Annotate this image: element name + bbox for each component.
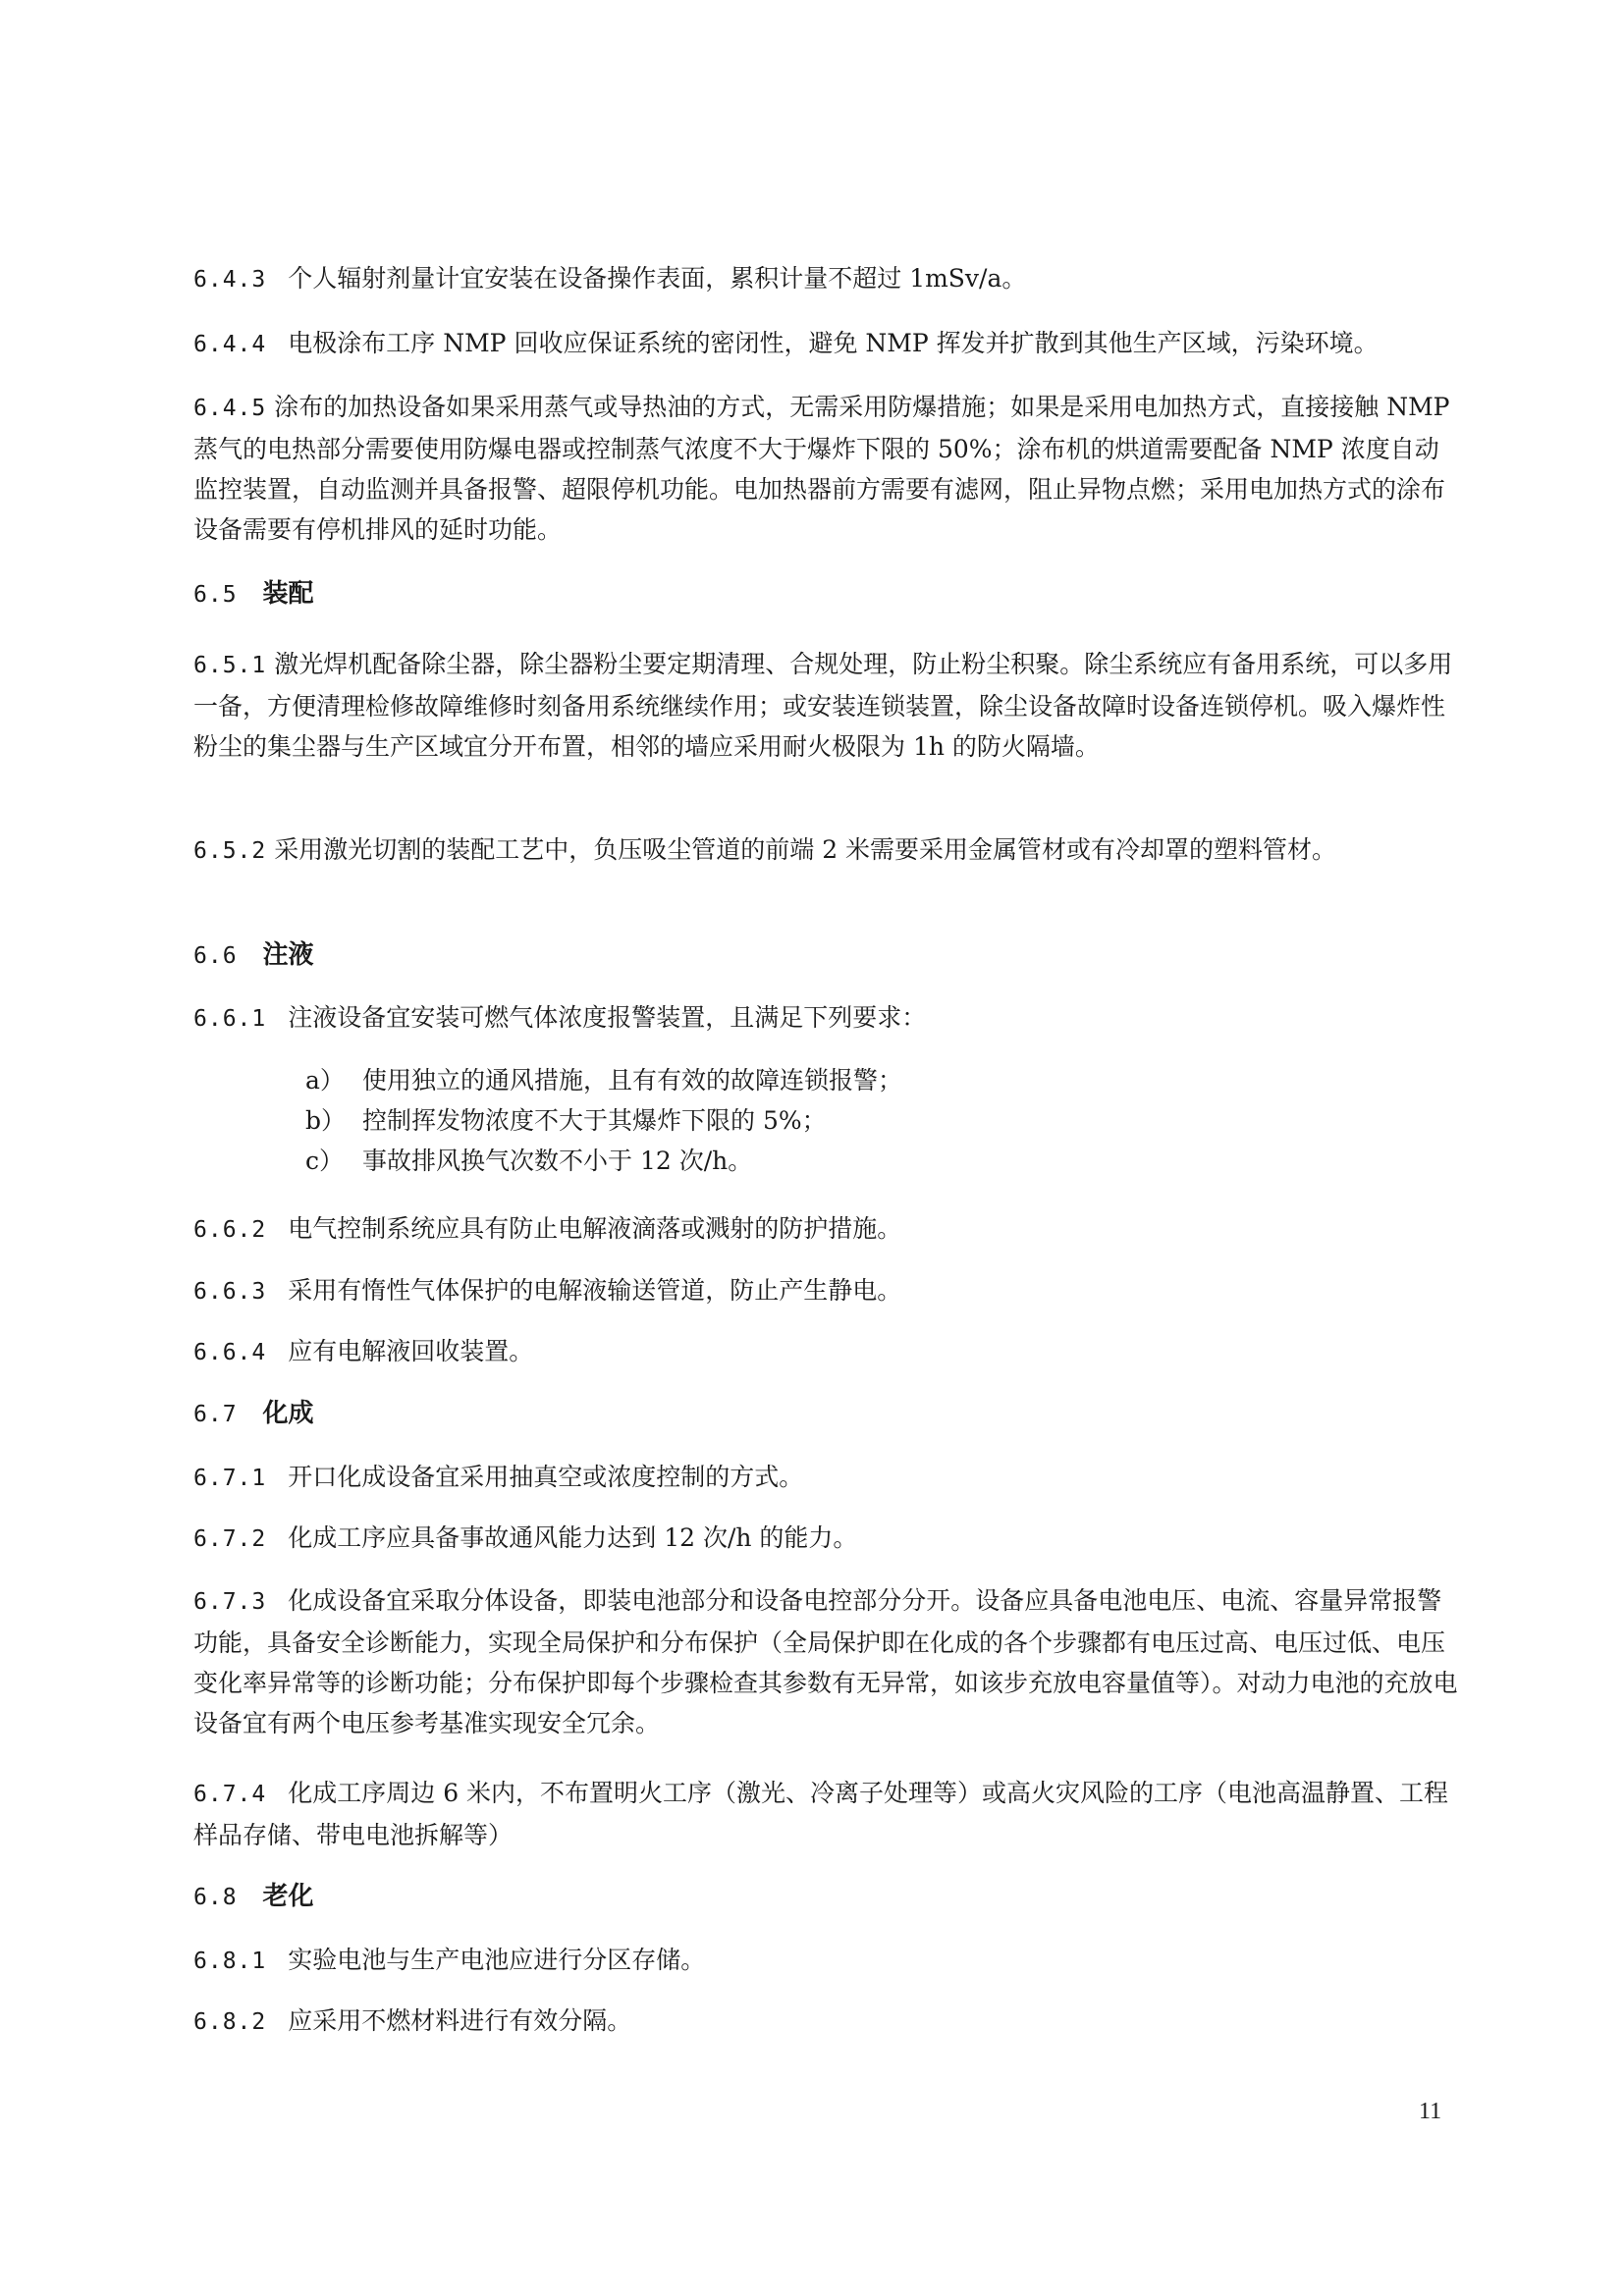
clause-number: 6.7.1	[193, 1466, 267, 1491]
clause-6-7-2	[193, 1518, 1460, 1560]
list-text: 事故排风换气次数不小于 12 次/h。	[362, 1147, 753, 1175]
section-heading-6-6	[193, 935, 1460, 977]
clause-text: 采用有惰性气体保护的电解液输送管道，防止产生静电。	[288, 1276, 902, 1305]
clause-text: 电气控制系统应具有防止电解液滴落或溅射的防护措施。	[288, 1214, 902, 1243]
list-item-b	[305, 1100, 827, 1141]
clause-6-7-4	[193, 1773, 1460, 1855]
clause-text: 电极涂布工序 NMP 回收应保证系统的密闭性，避免 NMP 挥发并扩散到其他生产区域，污染环境。	[288, 329, 1379, 357]
clause-text: 应有电解液回收装置。	[288, 1337, 534, 1365]
clause-6-4-3	[193, 258, 1460, 300]
clause-number: 6.7.2	[193, 1526, 267, 1552]
section-number: 6.6	[193, 943, 238, 969]
clause-6-7-1	[193, 1457, 1460, 1499]
section-heading-6-7	[193, 1394, 1460, 1435]
clause-6-6-2	[193, 1208, 1460, 1251]
clause-text: 化成工序应具备事故通风能力达到 12 次/h 的能力。	[288, 1523, 858, 1552]
clause-text: 采用激光切割的装配工艺中，负压吸尘管道的前端 2 米需要采用金属管材或有冷却罩的塑料管材。	[274, 835, 1337, 864]
clause-number: 6.8.2	[193, 2009, 267, 2035]
section-number: 6.5	[193, 582, 238, 608]
clause-6-6-4	[193, 1331, 1460, 1373]
list-marker: c）	[305, 1147, 345, 1175]
section-number: 6.8	[193, 1885, 238, 1910]
section-title: 注液	[262, 940, 314, 970]
clause-6-8-2	[193, 2001, 1460, 2043]
clause-text: 化成设备宜采取分体设备，即装电池部分和设备电控部分分开。设备应具备电池电压、电流、容量异常报警功能，具备安全诊断能力，实现全局保护和分布保护（全局保护即在化成的各个步骤都有电压过高、电压过低、电压变化率异常等的诊断功能；分布保护即每个步骤检查其参数有无异常，如该步充放电容量值等）。对动力电池的充放电设备宜有两个电压参考基准实现安全冗余。	[193, 1586, 1458, 1737]
clause-number: 6.8.1	[193, 1949, 267, 1974]
clause-number: 6.6.3	[193, 1279, 267, 1305]
clause-6-4-5	[193, 387, 1460, 550]
list-item-a	[305, 1060, 902, 1100]
clause-number: 6.4.3	[193, 267, 267, 293]
clause-number: 6.4.5	[193, 396, 267, 421]
clause-number: 6.4.4	[193, 332, 267, 357]
clause-number: 6.5.1	[193, 653, 267, 678]
clause-6-5-2	[193, 829, 1460, 872]
clause-6-4-4	[193, 323, 1460, 365]
section-title: 装配	[262, 579, 314, 609]
clause-number: 6.6.2	[193, 1217, 267, 1243]
section-title: 老化	[262, 1882, 314, 1911]
section-title: 化成	[262, 1399, 314, 1428]
clause-6-5-1	[193, 644, 1460, 767]
clause-text: 应采用不燃材料进行有效分隔。	[288, 2006, 632, 2035]
clause-6-6-1	[193, 997, 1460, 1040]
clause-6-7-3	[193, 1580, 1460, 1743]
clause-number: 6.7.4	[193, 1782, 267, 1807]
clause-text: 个人辐射剂量计宜安装在设备操作表面，累积计量不超过 1mSv/a。	[288, 264, 1027, 293]
clause-number: 6.6.1	[193, 1006, 267, 1032]
section-number: 6.7	[193, 1402, 238, 1427]
clause-6-8-1	[193, 1940, 1460, 1982]
clause-number: 6.7.3	[193, 1589, 267, 1615]
list-text: 使用独立的通风措施，且有有效的故障连锁报警；	[362, 1066, 903, 1095]
list-marker: b）	[305, 1106, 347, 1135]
clause-text: 注液设备宜安装可燃气体浓度报警装置，且满足下列要求：	[288, 1003, 927, 1032]
list-text: 控制挥发物浓度不大于其爆炸下限的 5%；	[362, 1106, 827, 1135]
list-marker: a）	[305, 1066, 345, 1095]
clause-text: 实验电池与生产电池应进行分区存储。	[288, 1946, 706, 1974]
clause-text: 开口化成设备宜采用抽真空或浓度控制的方式。	[288, 1463, 804, 1491]
clause-6-6-3	[193, 1270, 1460, 1312]
clause-number: 6.6.4	[193, 1340, 267, 1365]
section-heading-6-8	[193, 1877, 1460, 1918]
clause-text: 化成工序周边 6 米内，不布置明火工序（激光、冷离子处理等）或高火灾风险的工序（电池高温静置、工程样品存储、带电电池拆解等）	[193, 1779, 1449, 1849]
section-heading-6-5	[193, 574, 1460, 615]
list-item-c	[305, 1141, 752, 1181]
clause-text: 激光焊机配备除尘器，除尘器粉尘要定期清理、合规处理，防止粉尘积聚。除尘系统应有备用系统，可以多用一备，方便清理检修故障维修时刻备用系统继续作用；或安装连锁装置，除尘设备故障时设备连锁停机。吸入爆炸性粉尘的集尘器与生产区域宜分开布置，相邻的墙应采用耐火极限为 1h 的防火隔墙。	[193, 650, 1453, 761]
page-number: 11	[1419, 2099, 1442, 2124]
clause-text: 涂布的加热设备如果采用蒸气或导热油的方式，无需采用防爆措施；如果是采用电加热方式，直接接触 NMP 蒸气的电热部分需要使用防爆电器或控制蒸气浓度不大于爆炸下限的 50%；涂布机的烘道需要配备 NMP 浓度自动监控装置，自动监测并具备报警、超限停机功能。电加热器前方需要有滤网，阻止异物点燃；采用电加热方式的涂布设备需要有停机排风的延时功能。	[193, 393, 1450, 544]
clause-number: 6.5.2	[193, 838, 267, 864]
